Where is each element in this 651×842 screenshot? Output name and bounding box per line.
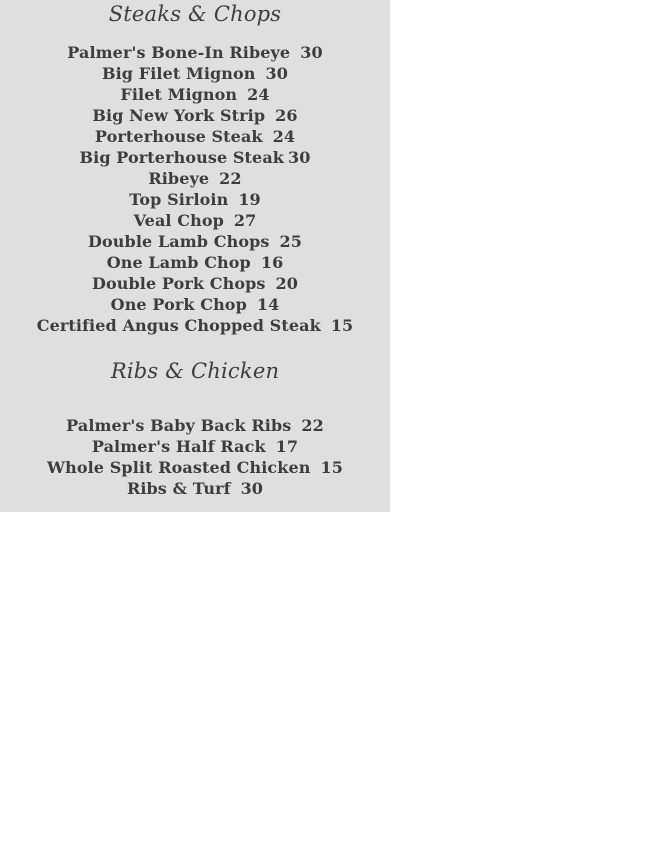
- menu-item: [0, 231, 390, 252]
- menu-item: [0, 105, 390, 126]
- menu-item: [0, 273, 390, 294]
- item-price: 24: [247, 85, 270, 104]
- item-name: Palmer's Bone-In Ribeye: [67, 43, 291, 62]
- menu-item: [0, 315, 390, 336]
- item-name: Certified Angus Chopped Steak: [36, 316, 321, 335]
- item-price: 19: [238, 190, 261, 209]
- menu-item: [0, 147, 390, 168]
- item-price: 17: [275, 437, 299, 456]
- menu-panel: [0, 0, 390, 512]
- item-name: Veal Chop: [133, 211, 224, 230]
- menu-item: [0, 168, 390, 189]
- item-price: 22: [301, 416, 324, 435]
- ribs-chicken-list: [0, 415, 390, 499]
- item-name: Whole Split Roasted Chicken: [47, 458, 311, 477]
- menu-item: [0, 42, 390, 63]
- steaks-chops-list: [0, 42, 390, 336]
- item-name: One Pork Chop: [110, 295, 247, 314]
- item-price: 14: [256, 295, 280, 314]
- menu-item: [0, 457, 390, 478]
- item-price: 27: [233, 211, 257, 230]
- item-price: 30: [287, 148, 311, 167]
- item-name: Double Lamb Chops: [88, 232, 270, 251]
- item-price: 30: [300, 43, 323, 62]
- item-price: 15: [320, 458, 343, 477]
- item-price: 30: [240, 479, 264, 498]
- item-name: Big Filet Mignon: [102, 64, 256, 83]
- item-price: 30: [265, 64, 288, 83]
- item-name: Big Porterhouse Steak: [79, 148, 284, 167]
- item-name: Ribeye: [148, 169, 210, 188]
- item-name: Palmer's Baby Back Ribs: [66, 416, 292, 435]
- item-price: 24: [272, 127, 296, 146]
- item-price: 26: [275, 106, 298, 125]
- item-name: Palmer's Half Rack: [91, 437, 266, 456]
- section-title-steaks-chops: Steaks & Chops: [108, 2, 282, 26]
- item-name: Big New York Strip: [92, 106, 266, 125]
- item-name: Filet Mignon: [120, 85, 238, 104]
- menu-item: [0, 294, 390, 315]
- item-price: 15: [330, 316, 354, 335]
- menu-item: [0, 415, 390, 436]
- item-name: Porterhouse Steak: [94, 127, 263, 146]
- item-name: One Lamb Chop: [106, 253, 251, 272]
- menu-item: [0, 252, 390, 273]
- menu-item: [0, 210, 390, 231]
- menu-item: [0, 478, 390, 499]
- item-price: 20: [275, 274, 298, 293]
- menu-item: [0, 84, 390, 105]
- item-name: Top Sirloin: [129, 190, 229, 209]
- menu-item: [0, 63, 390, 84]
- item-name: Ribs & Turf: [126, 479, 231, 498]
- item-name: Double Pork Chops: [92, 274, 266, 293]
- item-price: 25: [279, 232, 302, 251]
- section-title-ribs-chicken: Ribs & Chicken: [110, 359, 280, 383]
- menu-item: [0, 436, 390, 457]
- menu-item: [0, 126, 390, 147]
- item-price: 22: [219, 169, 242, 188]
- item-price: 16: [260, 253, 284, 272]
- menu-item: [0, 189, 390, 210]
